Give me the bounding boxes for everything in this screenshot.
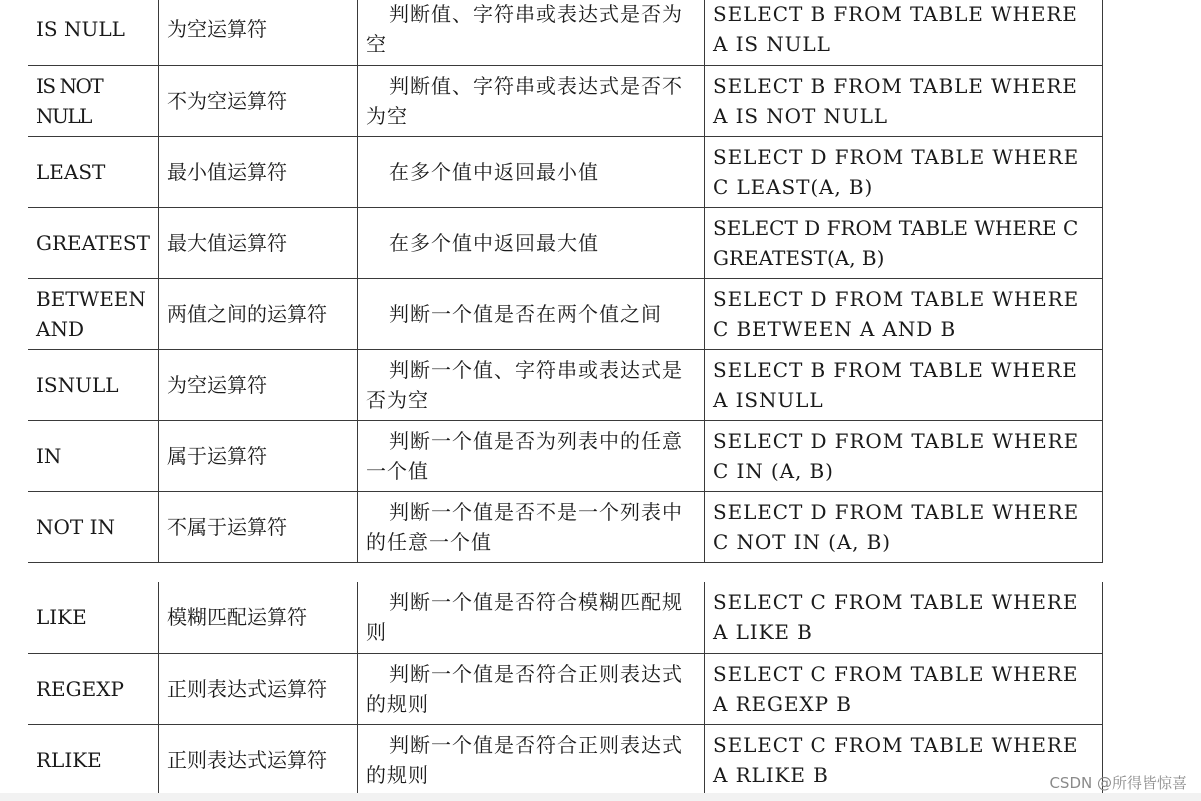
description-cell: 判断一个值是否不是一个列表中的任意一个值 <box>358 491 705 562</box>
table-row <box>28 0 1103 65</box>
operator-cell: LIKE <box>28 582 159 653</box>
operator-cell: IN <box>28 420 159 491</box>
operator-cell: ISNULL <box>28 349 159 420</box>
table-row <box>28 278 1103 349</box>
description-cell: 在多个值中返回最大值 <box>358 207 705 278</box>
description-cell: 判断一个值是否在两个值之间 <box>358 278 705 349</box>
example-cell: SELECT D FROM TABLE WHERE C GREATEST(A, B) <box>705 207 1103 278</box>
example-cell: SELECT D FROM TABLE WHERE C IN (A, B) <box>705 420 1103 491</box>
example-cell: SELECT D FROM TABLE WHERE C LEAST(A, B) <box>705 136 1103 207</box>
description-cell: 在多个值中返回最小值 <box>358 136 705 207</box>
table-row <box>28 582 1103 653</box>
example-cell: SELECT C FROM TABLE WHERE A LIKE B <box>705 582 1103 653</box>
example-cell: SELECT C FROM TABLE WHERE A REGEXP B <box>705 653 1103 724</box>
description-cell: 判断一个值是否符合正则表达式的规则 <box>358 724 705 795</box>
operator-cell: IS NOT NULL <box>28 65 159 136</box>
operator-cell: GREATEST <box>28 207 159 278</box>
table-row <box>28 420 1103 491</box>
example-cell: SELECT B FROM TABLE WHERE A IS NOT NULL <box>705 65 1103 136</box>
example-cell: SELECT D FROM TABLE WHERE C NOT IN (A, B) <box>705 491 1103 562</box>
description-cell: 判断一个值、字符串或表达式是否为空 <box>358 349 705 420</box>
description-cell: 判断值、字符串或表达式是否不为空 <box>358 65 705 136</box>
operator-cell: IS NULL <box>28 0 159 65</box>
description-cell: 判断一个值是否为列表中的任意一个值 <box>358 420 705 491</box>
description-cell: 判断一个值是否符合正则表达式的规则 <box>358 653 705 724</box>
description-cell: 判断一个值是否符合模糊匹配规则 <box>358 582 705 653</box>
operator-cell: RLIKE <box>28 724 159 795</box>
example-cell: SELECT B FROM TABLE WHERE A ISNULL <box>705 349 1103 420</box>
operator-name-cell: 正则表达式运算符 <box>159 724 358 795</box>
table-row <box>28 491 1103 562</box>
operator-name-cell: 最大值运算符 <box>159 207 358 278</box>
operator-cell: NOT IN <box>28 491 159 562</box>
operator-name-cell: 正则表达式运算符 <box>159 653 358 724</box>
operator-name-cell: 为空运算符 <box>159 349 358 420</box>
description-cell: 判断值、字符串或表达式是否为空 <box>358 0 705 65</box>
table-row <box>28 653 1103 724</box>
operator-cell: LEAST <box>28 136 159 207</box>
watermark-text: CSDN @所得皆惊喜 <box>1049 774 1187 792</box>
operator-name-cell: 模糊匹配运算符 <box>159 582 358 653</box>
operator-name-cell: 属于运算符 <box>159 420 358 491</box>
operator-name-cell: 两值之间的运算符 <box>159 278 358 349</box>
operator-name-cell: 不属于运算符 <box>159 491 358 562</box>
operator-name-cell: 最小值运算符 <box>159 136 358 207</box>
table-row <box>28 349 1103 420</box>
table-row <box>28 207 1103 278</box>
table-row <box>28 724 1103 795</box>
operator-table-bottom <box>28 582 1103 796</box>
operator-table-top <box>28 0 1103 563</box>
example-cell: SELECT B FROM TABLE WHERE A IS NULL <box>705 0 1103 65</box>
operator-name-cell: 不为空运算符 <box>159 65 358 136</box>
example-cell: SELECT D FROM TABLE WHERE C BETWEEN A AND B <box>705 278 1103 349</box>
bottom-edge-bar <box>0 793 1201 801</box>
operator-name-cell: 为空运算符 <box>159 0 358 65</box>
operator-cell: BETWEEN AND <box>28 278 159 349</box>
table-row <box>28 65 1103 136</box>
example-cell: SELECT C FROM TABLE WHERE A RLIKE B <box>705 724 1103 795</box>
table-row <box>28 136 1103 207</box>
operator-cell: REGEXP <box>28 653 159 724</box>
